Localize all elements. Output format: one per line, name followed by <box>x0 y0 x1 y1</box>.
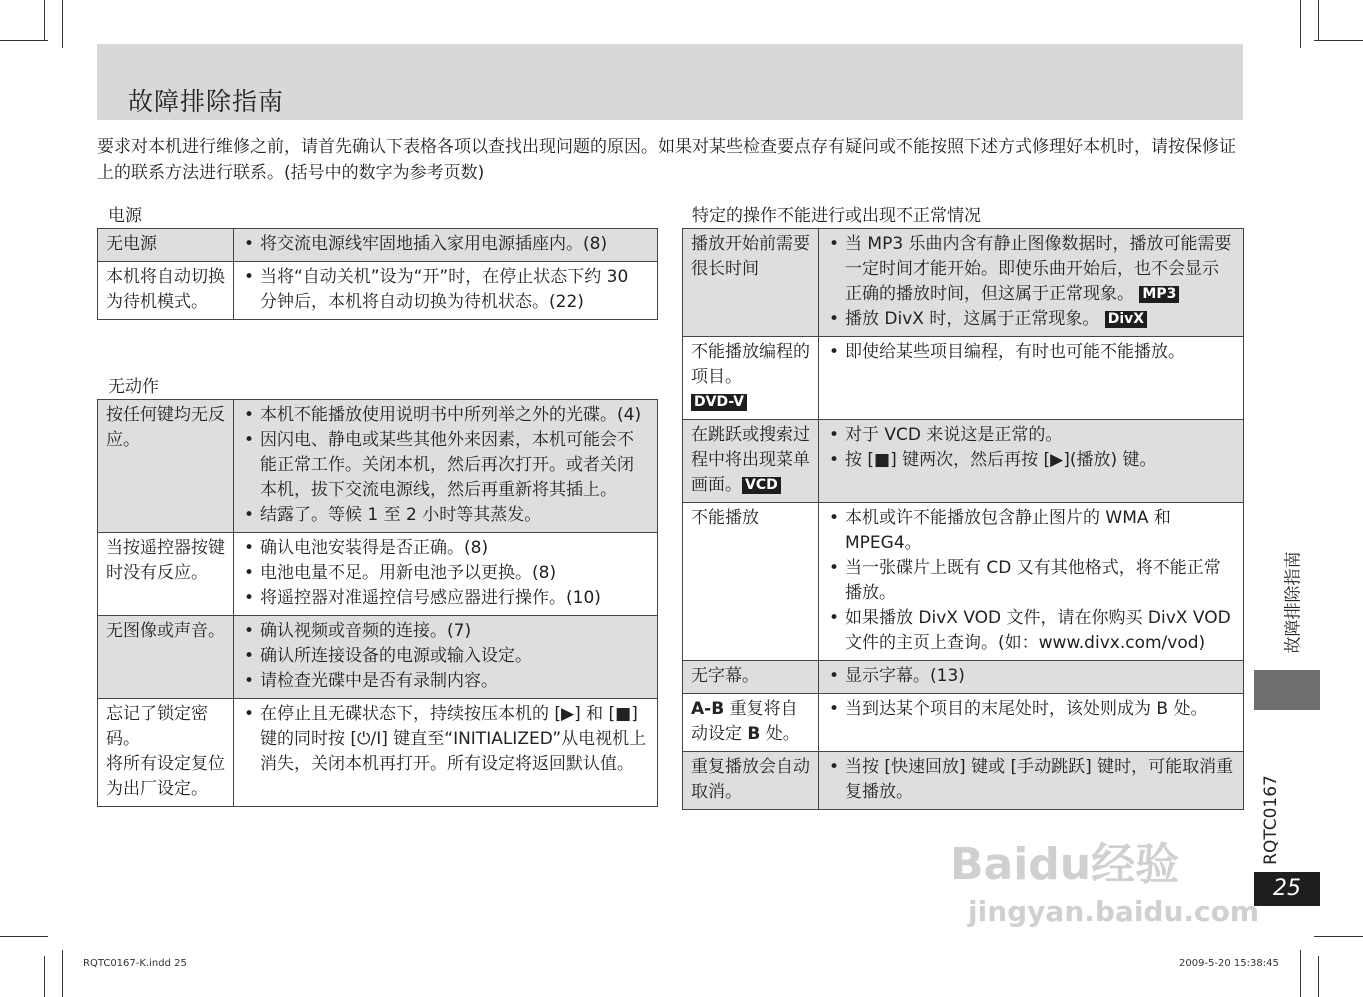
section-power-heading: 电源 <box>108 206 142 226</box>
remedy-cell <box>819 420 1244 503</box>
remedy-cell <box>234 616 658 699</box>
symptom-line: 忘记了锁定密码。 <box>106 704 208 749</box>
table-row <box>683 503 1244 661</box>
vcd-badge: VCD <box>742 477 781 494</box>
crop-mark <box>1318 0 1319 40</box>
symptom-cell: 播放开始前需要很长时间 <box>683 229 819 337</box>
crop-mark <box>0 936 48 937</box>
remedy-text: 当 MP3 乐曲内含有静止图像数据时，播放可能需要一定时间才能开始。即使乐曲开始后，也不会显示正确的播放时间，但这属于正常现象。 <box>845 234 1232 304</box>
symptom-cell <box>683 337 819 420</box>
divx-badge: DivX <box>1105 311 1147 328</box>
table-row <box>683 337 1244 420</box>
remedy-item: • 电池电量不足。用新电池予以更换。(8) <box>242 561 649 586</box>
remedy-cell <box>819 661 1244 694</box>
symptom-cell <box>683 694 819 752</box>
remedy-item: • 将交流电源线牢固地插入家用电源插座内。(8) <box>242 232 649 257</box>
crop-mark <box>1314 936 1363 937</box>
symptom-cell: 重复播放会自动取消。 <box>683 752 819 810</box>
crop-mark <box>44 956 45 997</box>
remedy-item: • 本机不能播放使用说明书中所列举之外的光碟。(4) <box>242 403 649 428</box>
page-title: 故障排除指南 <box>128 87 285 116</box>
table-row <box>98 400 658 533</box>
watermark-logo: Baidu经验 <box>950 839 1180 890</box>
remedy-item <box>827 307 1235 332</box>
table-row <box>98 616 658 699</box>
table-row <box>683 661 1244 694</box>
symptom-text: 在跳跃或搜索过程中将出现菜单画面。 <box>691 425 810 495</box>
table-row <box>683 694 1244 752</box>
remedy-item: • 显示字幕。(13) <box>827 664 1235 689</box>
remedy-item: • 当到达某个项目的末尾处时，该处则成为 B 处。 <box>827 697 1235 722</box>
crop-mark <box>1300 0 1301 48</box>
side-section-label: 故障排除指南 <box>1283 551 1304 654</box>
remedy-cell <box>234 699 658 807</box>
remedy-cell <box>234 262 658 320</box>
table-row <box>683 752 1244 810</box>
symptom-cell <box>98 699 234 807</box>
remedy-cell <box>234 229 658 262</box>
table-row <box>683 420 1244 503</box>
remedy-item: • 请检查光碟中是否有录制内容。 <box>242 669 649 694</box>
symptom-cell: 无电源 <box>98 229 234 262</box>
symptom-bold: B <box>747 724 761 744</box>
footer-file-info: RQTC0167-K.indd 25 <box>83 958 187 969</box>
symptom-cell: 不能播放 <box>683 503 819 661</box>
section-noaction-heading: 无动作 <box>108 377 159 397</box>
table-row <box>98 229 658 262</box>
remedy-cell <box>819 229 1244 337</box>
symptom-bold: A-B <box>691 699 725 719</box>
table-row <box>98 533 658 616</box>
crop-mark <box>44 0 45 40</box>
symptom-cell: 本机将自动切换为待机模式。 <box>98 262 234 320</box>
crop-mark <box>62 950 63 997</box>
section-special-heading: 特定的操作不能进行或出现不正常情况 <box>692 206 981 226</box>
remedy-item: • 在停止且无碟状态下，持续按压本机的 [▶] 和 [■] 键的同时按 [⏻/I] 键直至“INITIALIZED”从电视机上消失，关闭本机再打开。所有设定将返回默认值。 <box>242 702 649 777</box>
remedy-item: • 按 [■] 键两次，然后再按 [▶](播放) 键。 <box>827 448 1235 473</box>
crop-mark <box>1314 40 1363 41</box>
table-row <box>98 699 658 807</box>
special-table <box>682 228 1244 810</box>
watermark-url: jingyan.baidu.com <box>968 895 1260 928</box>
remedy-item: • 本机或许不能播放包含静止图片的 WMA 和 MPEG4。 <box>827 506 1235 556</box>
remedy-item: • 确认电池安装得是否正确。(8) <box>242 536 649 561</box>
remedy-item: • 结露了。等候 1 至 2 小时等其蒸发。 <box>242 503 649 528</box>
remedy-cell <box>819 752 1244 810</box>
intro-text: 要求对本机进行维修之前，请首先确认下表格各项以查找出现问题的原因。如果对某些检查要点存有疑问或不能按照下述方式修理好本机时，请按保修证上的联系方法进行联系。(括号中的数字为参考页数) <box>97 137 1236 183</box>
noaction-table <box>97 399 658 807</box>
symptom-cell: 当按遥控器按键时没有反应。 <box>98 533 234 616</box>
footer-timestamp: 2009-5-20 15:38:45 <box>1179 958 1279 969</box>
remedy-item: • 如果播放 DivX VOD 文件，请在你购买 DivX VOD 文件的主页上查询。(如：www.divx.com/vod) <box>827 606 1235 656</box>
dvdv-badge: DVD-V <box>691 394 747 411</box>
power-table <box>97 228 658 320</box>
symptom-text: 重复将自动设定 <box>691 699 798 744</box>
remedy-item: • 当按 [快速回放] 键或 [手动跳跃] 键时，可能取消重复播放。 <box>827 755 1235 805</box>
crop-mark <box>1318 956 1319 997</box>
table-row <box>683 229 1244 337</box>
page-number: 25 <box>1254 872 1320 906</box>
symptom-cell: 无图像或声音。 <box>98 616 234 699</box>
crop-mark <box>1300 950 1301 997</box>
remedy-item: • 对于 VCD 来说这是正常的。 <box>827 423 1235 448</box>
mp3-badge: MP3 <box>1139 286 1179 303</box>
remedy-cell <box>819 337 1244 420</box>
remedy-item: • 即使给某些项目编程，有时也可能不能播放。 <box>827 340 1235 365</box>
remedy-item: • 因闪电、静电或某些其他外来因素，本机可能会不能正常工作。关闭本机，然后再次打开。或者关闭本机，拔下交流电源线，然后再重新将其插上。 <box>242 428 649 503</box>
symptom-text: 不能播放编程的项目。 <box>691 342 810 387</box>
remedy-text: 播放 DivX 时，这属于正常现象。 <box>845 309 1100 329</box>
symptom-cell: 无字幕。 <box>683 661 819 694</box>
symptom-cell: 按任何键均无反应。 <box>98 400 234 533</box>
remedy-cell <box>234 533 658 616</box>
remedy-item: • 将遥控器对准遥控信号感应器进行操作。(10) <box>242 586 649 611</box>
symptom-text: 处。 <box>760 724 800 744</box>
remedy-item: • 确认所连接设备的电源或输入设定。 <box>242 644 649 669</box>
remedy-item <box>827 232 1235 307</box>
remedy-item: • 确认视频或音频的连接。(7) <box>242 619 649 644</box>
remedy-cell <box>819 694 1244 752</box>
side-tab-marker <box>1254 670 1320 710</box>
remedy-cell <box>819 503 1244 661</box>
crop-mark <box>62 0 63 48</box>
symptom-line: 将所有设定复位为出厂设定。 <box>106 754 225 799</box>
symptom-cell <box>683 420 819 503</box>
remedy-cell <box>234 400 658 533</box>
remedy-item: • 当将“自动关机”设为“开”时，在停止状态下约 30 分钟后，本机将自动切换为待机状态。(22) <box>242 265 649 315</box>
side-model-code: RQTC0167 <box>1260 775 1281 865</box>
remedy-item: • 当一张碟片上既有 CD 又有其他格式，将不能正常播放。 <box>827 556 1235 606</box>
crop-mark <box>0 40 48 41</box>
table-row <box>98 262 658 320</box>
